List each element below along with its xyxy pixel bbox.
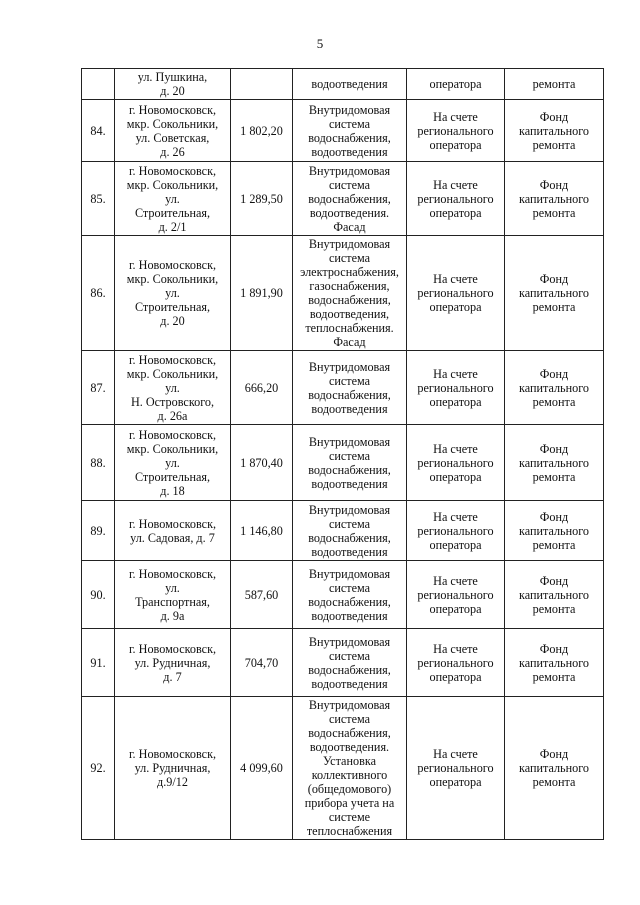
- work-type-cell: [293, 100, 407, 162]
- address-line: Строительная,: [134, 205, 211, 220]
- work-type-line: Внутридомовая: [308, 163, 391, 178]
- area-cell: 666,20: [231, 351, 293, 425]
- area-cell: 1 802,20: [231, 100, 293, 162]
- address-line: д. 20: [160, 314, 185, 328]
- work-type-cell: [293, 425, 407, 501]
- funding-source-line: капитального: [518, 455, 590, 470]
- area-cell: 587,60: [231, 561, 293, 629]
- funding-source-line: ремонта: [532, 300, 576, 314]
- work-type-cell: [293, 351, 407, 425]
- address-line: ул.: [165, 380, 180, 395]
- funding-source-line: Фонд: [539, 509, 569, 524]
- work-type-line: водоотведения,: [309, 307, 390, 321]
- account-cell: [407, 561, 505, 629]
- address-cell: [115, 425, 231, 501]
- work-type-line: система: [328, 648, 371, 663]
- address-line: ул.: [165, 580, 180, 595]
- account-line: регионального: [417, 455, 494, 470]
- funding-source-cell: [505, 236, 604, 351]
- address-line: Н. Островского,: [130, 394, 215, 409]
- work-type-line: Фасад: [333, 335, 366, 349]
- address-cell: [115, 69, 231, 100]
- page-number: 5: [316, 36, 324, 51]
- work-type-line: прибора учета на: [304, 796, 395, 810]
- work-type-line: Внутридомовая: [308, 102, 391, 117]
- address-line: г. Новомосковск,: [128, 566, 217, 581]
- table-row: [82, 425, 604, 501]
- address-line: ул.: [165, 286, 180, 300]
- work-type-cell: [293, 69, 407, 100]
- account-line: регионального: [417, 587, 494, 602]
- account-line: оператора: [429, 205, 482, 220]
- address-line: д. 20: [160, 84, 185, 98]
- address-line: Строительная,: [134, 469, 211, 484]
- work-type-line: Внутридомовая: [308, 434, 391, 449]
- address-line: мкр. Сокольники,: [126, 366, 219, 381]
- work-type-cell: [293, 162, 407, 236]
- address-line: ул. Пушкина,: [137, 70, 208, 84]
- address-line: мкр. Сокольники,: [126, 272, 219, 286]
- address-line: ул. Советская,: [135, 130, 210, 145]
- table-row: [82, 697, 604, 840]
- funding-source-line: ремонта: [532, 601, 576, 616]
- funding-source-cell: [505, 425, 604, 501]
- account-line: На счете: [433, 441, 478, 456]
- table-row: [82, 69, 604, 100]
- account-line: регионального: [417, 380, 494, 395]
- account-line: оператора: [429, 300, 482, 314]
- work-type-line: система: [328, 516, 371, 531]
- funding-source-cell: [505, 162, 604, 236]
- table-row: [82, 100, 604, 162]
- address-line: г. Новомосковск,: [128, 258, 217, 272]
- address-line: Строительная,: [134, 300, 211, 314]
- address-cell: [115, 100, 231, 162]
- funding-source-line: капитального: [518, 123, 590, 138]
- work-type-line: Фасад: [333, 219, 366, 234]
- account-cell: [407, 236, 505, 351]
- funding-source-line: ремонта: [532, 77, 576, 91]
- address-line: г. Новомосковск,: [128, 747, 217, 761]
- area-cell: 1 289,50: [231, 162, 293, 236]
- funding-source-line: Фонд: [539, 641, 569, 656]
- area-cell: [231, 69, 293, 100]
- work-type-line: система: [328, 580, 371, 595]
- address-line: г. Новомосковск,: [128, 516, 217, 531]
- account-cell: [407, 629, 505, 697]
- work-type-line: водоснабжения,: [308, 462, 391, 477]
- funding-source-line: капитального: [518, 761, 590, 775]
- table-row: [82, 162, 604, 236]
- account-cell: [407, 351, 505, 425]
- funding-source-line: капитального: [518, 286, 590, 300]
- address-line: мкр. Сокольники,: [126, 441, 219, 456]
- area-cell: 4 099,60: [231, 697, 293, 840]
- address-cell: [115, 697, 231, 840]
- address-line: д.9/12: [157, 775, 188, 789]
- work-type-line: водоотведения: [311, 144, 388, 159]
- address-line: г. Новомосковск,: [128, 163, 217, 178]
- funding-source-cell: [505, 501, 604, 561]
- address-line: д. 26: [160, 144, 185, 159]
- work-type-line: водоснабжения,: [308, 662, 391, 677]
- work-type-line: водоотведения: [311, 77, 388, 91]
- funding-source-cell: [505, 351, 604, 425]
- work-type-line: Внутридомовая: [308, 502, 391, 517]
- funding-source-line: капитального: [518, 523, 590, 538]
- funding-source-line: ремонта: [532, 537, 576, 552]
- funding-source-line: Фонд: [539, 747, 569, 761]
- table-row: [82, 236, 604, 351]
- address-cell: [115, 236, 231, 351]
- account-line: регионального: [417, 191, 494, 206]
- funding-source-line: Фонд: [539, 573, 569, 588]
- row-number-cell: 88.: [82, 425, 115, 501]
- work-type-line: теплоснабжения: [306, 824, 393, 838]
- table-row: [82, 351, 604, 425]
- address-line: ул. Рудничная,: [134, 655, 211, 670]
- address-cell: [115, 629, 231, 697]
- funding-source-cell: [505, 561, 604, 629]
- address-line: ул. Рудничная,: [134, 761, 211, 775]
- work-type-line: коллективного: [311, 768, 388, 782]
- row-number-cell: 92.: [82, 697, 115, 840]
- account-line: оператора: [429, 137, 482, 152]
- work-type-cell: [293, 501, 407, 561]
- row-number-cell: 85.: [82, 162, 115, 236]
- funding-source-line: ремонта: [532, 394, 576, 409]
- account-line: На счете: [433, 272, 478, 286]
- funding-source-line: Фонд: [539, 366, 569, 381]
- work-type-line: электроснабжения,: [300, 265, 399, 279]
- account-cell: [407, 697, 505, 840]
- row-number-cell: [82, 69, 115, 100]
- account-line: оператора: [429, 77, 482, 91]
- table-row: [82, 501, 604, 561]
- address-line: мкр. Сокольники,: [126, 116, 219, 131]
- account-line: оператора: [429, 775, 482, 789]
- address-line: Транспортная,: [135, 594, 210, 609]
- work-type-line: водоотведения: [311, 676, 388, 691]
- account-cell: [407, 501, 505, 561]
- table-row: [82, 629, 604, 697]
- address-cell: [115, 351, 231, 425]
- work-type-line: водоснабжения,: [308, 191, 391, 206]
- address-line: д. 18: [160, 483, 185, 498]
- address-line: д. 9а: [160, 608, 185, 623]
- funding-source-line: капитального: [518, 191, 590, 206]
- work-type-line: водоснабжения,: [308, 293, 391, 307]
- work-type-line: Внутридомовая: [308, 634, 391, 649]
- work-type-cell: [293, 697, 407, 840]
- work-type-line: Внутридомовая: [308, 237, 391, 251]
- row-number-cell: 90.: [82, 561, 115, 629]
- work-type-line: система: [328, 251, 371, 265]
- work-type-line: система: [328, 373, 371, 388]
- work-type-line: водоснабжения,: [308, 530, 391, 545]
- work-type-cell: [293, 236, 407, 351]
- address-cell: [115, 501, 231, 561]
- funding-source-cell: [505, 697, 604, 840]
- account-line: оператора: [429, 469, 482, 484]
- work-type-cell: [293, 629, 407, 697]
- work-type-line: водоотведения: [311, 544, 388, 559]
- work-type-line: газоснабжения,: [309, 279, 390, 293]
- account-line: На счете: [433, 573, 478, 588]
- account-line: регионального: [417, 655, 494, 670]
- address-line: ул. Садовая, д. 7: [130, 530, 215, 545]
- work-type-line: (общедомового): [307, 782, 392, 796]
- work-type-line: система: [328, 177, 371, 192]
- funding-source-line: капитального: [518, 587, 590, 602]
- work-type-line: Внутридомовая: [308, 698, 391, 712]
- area-cell: 1 146,80: [231, 501, 293, 561]
- account-line: На счете: [433, 109, 478, 124]
- account-line: оператора: [429, 669, 482, 684]
- address-line: мкр. Сокольники,: [126, 177, 219, 192]
- repair-table: [81, 68, 604, 840]
- funding-source-line: Фонд: [539, 109, 569, 124]
- area-cell: 1 870,40: [231, 425, 293, 501]
- work-type-line: водоотведения: [311, 401, 388, 416]
- row-number-cell: 89.: [82, 501, 115, 561]
- account-line: оператора: [429, 601, 482, 616]
- table-body: [82, 69, 604, 840]
- account-line: На счете: [433, 747, 478, 761]
- work-type-cell: [293, 561, 407, 629]
- address-line: г. Новомосковск,: [128, 352, 217, 367]
- account-cell: [407, 100, 505, 162]
- address-line: д. 7: [163, 669, 182, 684]
- account-line: регионального: [417, 286, 494, 300]
- work-type-line: водоснабжения,: [308, 594, 391, 609]
- row-number-cell: 86.: [82, 236, 115, 351]
- funding-source-line: ремонта: [532, 469, 576, 484]
- funding-source-line: ремонта: [532, 775, 576, 789]
- funding-source-cell: [505, 629, 604, 697]
- work-type-line: система: [328, 448, 371, 463]
- funding-source-cell: [505, 100, 604, 162]
- area-cell: 1 891,90: [231, 236, 293, 351]
- account-cell: [407, 425, 505, 501]
- funding-source-line: Фонд: [539, 441, 569, 456]
- work-type-line: водоснабжения,: [308, 387, 391, 402]
- row-number-cell: 84.: [82, 100, 115, 162]
- account-line: На счете: [433, 177, 478, 192]
- work-type-line: водоотведения.: [309, 205, 390, 220]
- account-line: На счете: [433, 509, 478, 524]
- work-type-line: Установка: [323, 754, 376, 768]
- address-line: д. 26а: [157, 408, 188, 423]
- work-type-line: водоотведения: [311, 476, 388, 491]
- address-cell: [115, 561, 231, 629]
- account-line: оператора: [429, 537, 482, 552]
- funding-source-line: капитального: [518, 655, 590, 670]
- funding-source-line: ремонта: [532, 137, 576, 152]
- work-type-line: водоснабжения,: [308, 130, 391, 145]
- account-cell: [407, 69, 505, 100]
- row-number-cell: 87.: [82, 351, 115, 425]
- funding-source-cell: [505, 69, 604, 100]
- funding-source-line: капитального: [518, 380, 590, 395]
- work-type-line: водоснабжения,: [308, 726, 391, 740]
- address-line: г. Новомосковск,: [128, 641, 217, 656]
- address-line: д. 2/1: [158, 219, 187, 234]
- account-cell: [407, 162, 505, 236]
- address-line: г. Новомосковск,: [128, 102, 217, 117]
- account-line: регионального: [417, 761, 494, 775]
- work-type-line: системе: [328, 810, 371, 824]
- address-line: г. Новомосковск,: [128, 427, 217, 442]
- work-type-line: Внутридомовая: [308, 566, 391, 581]
- work-type-line: система: [328, 712, 371, 726]
- funding-source-line: ремонта: [532, 205, 576, 220]
- work-type-line: водоотведения: [311, 608, 388, 623]
- account-line: регионального: [417, 523, 494, 538]
- funding-source-line: Фонд: [539, 177, 569, 192]
- funding-source-line: ремонта: [532, 669, 576, 684]
- work-type-line: система: [328, 116, 371, 131]
- account-line: регионального: [417, 123, 494, 138]
- address-line: ул.: [165, 191, 180, 206]
- address-line: ул.: [165, 455, 180, 470]
- work-type-line: теплоснабжения.: [305, 321, 394, 335]
- account-line: На счете: [433, 366, 478, 381]
- address-cell: [115, 162, 231, 236]
- work-type-line: водоотведения.: [309, 740, 390, 754]
- row-number-cell: 91.: [82, 629, 115, 697]
- funding-source-line: Фонд: [539, 272, 569, 286]
- area-cell: 704,70: [231, 629, 293, 697]
- table-row: [82, 561, 604, 629]
- work-type-line: Внутридомовая: [308, 359, 391, 374]
- account-line: оператора: [429, 394, 482, 409]
- account-line: На счете: [433, 641, 478, 656]
